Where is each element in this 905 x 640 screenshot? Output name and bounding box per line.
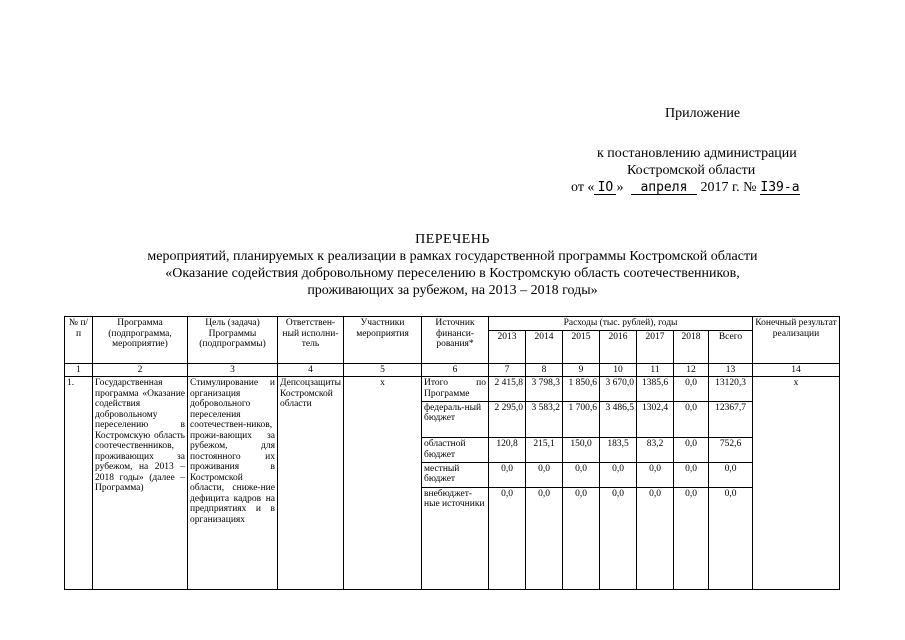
value-total: 0,0: [709, 462, 753, 487]
value-2015: 0,0: [563, 462, 600, 487]
value-2016: 0,0: [600, 487, 637, 589]
value-2016: 3 486,5: [600, 401, 637, 437]
header-goal: Цель (задача) Программы (подпрограммы): [188, 317, 278, 364]
col-number: 8: [526, 364, 563, 377]
value-2014: 0,0: [526, 462, 563, 487]
value-total: 12367,7: [709, 401, 753, 437]
row-program: Государственная программа «Оказание содействия добровольному переселению в Костромскую область соотечественников, проживающих за рубежом, на 2013 – 2018 годы» (далее – Программа): [93, 377, 188, 590]
header-year-2018: 2018: [674, 331, 709, 364]
header-result: Конечный результат реализации: [753, 317, 840, 364]
value-2017: 1385,6: [637, 377, 674, 402]
value-2013: 0,0: [489, 487, 526, 589]
header-year-2015: 2015: [563, 331, 600, 364]
value-2016: 0,0: [600, 462, 637, 487]
value-2013: 120,8: [489, 438, 526, 463]
measures-table: [64, 316, 840, 590]
value-2018: 0,0: [674, 487, 709, 589]
value-total: 13120,3: [709, 377, 753, 402]
value-2016: 183,5: [600, 438, 637, 463]
col-number: 12: [674, 364, 709, 377]
col-number: 3: [188, 364, 278, 377]
decree-number: I39-а: [760, 180, 800, 195]
value-total: 0,0: [709, 487, 753, 589]
value-2014: 0,0: [526, 487, 563, 589]
value-2018: 0,0: [674, 438, 709, 463]
row-num: 1.: [65, 377, 93, 590]
appendix-title: Приложение: [665, 106, 741, 121]
source-name: внебюджет-ные источники: [422, 487, 489, 589]
col-number: 14: [753, 364, 840, 377]
decree-line-2: Костромской области: [627, 163, 756, 178]
document-title: ПЕРЕЧЕНЬ: [415, 232, 490, 247]
value-2018: 0,0: [674, 401, 709, 437]
col-number: 2: [93, 364, 188, 377]
header-year-2017: 2017: [637, 331, 674, 364]
decree-from: от «: [571, 180, 595, 195]
header-year-2013: 2013: [489, 331, 526, 364]
value-2013: 2 295,0: [489, 401, 526, 437]
value-2016: 3 670,0: [600, 377, 637, 402]
value-2013: 2 415,8: [489, 377, 526, 402]
source-name: Итого по Программе: [422, 377, 489, 402]
value-2018: 0,0: [674, 377, 709, 402]
col-number: 5: [344, 364, 422, 377]
row-result: х: [753, 377, 840, 590]
value-2015: 0,0: [563, 487, 600, 589]
col-number: 6: [422, 364, 489, 377]
document-subtitle-3: проживающих за рубежом, на 2013 – 2018 годы»: [307, 283, 598, 298]
col-number: 7: [489, 364, 526, 377]
row-participants: х: [344, 377, 422, 590]
document-subtitle-2: «Оказание содействия добровольному переселению в Костромскую область соотечественников,: [165, 266, 740, 281]
value-2014: 215,1: [526, 438, 563, 463]
value-2015: 150,0: [563, 438, 600, 463]
value-2015: 1 850,6: [563, 377, 600, 402]
header-year-2016: 2016: [600, 331, 637, 364]
col-number: 1: [65, 364, 93, 377]
decree-day: IO: [594, 181, 616, 195]
source-name: областной бюджет: [422, 438, 489, 463]
value-2014: 3 798,3: [526, 377, 563, 402]
header-source: Источник финанси-рования*: [422, 317, 489, 364]
decree-year: 2017 г. №: [700, 180, 757, 195]
col-number: 4: [278, 364, 344, 377]
header-participants: Участники мероприятия: [344, 317, 422, 364]
header-total: Всего: [709, 331, 753, 364]
value-total: 752,6: [709, 438, 753, 463]
header-program: Программа (подпрограмма, мероприятие): [93, 317, 188, 364]
source-name: федераль-ный бюджет: [422, 401, 489, 437]
document-subtitle-1: мероприятий, планируемых к реализации в рамках государственной программы Костромской области: [147, 249, 758, 264]
value-2017: 0,0: [637, 462, 674, 487]
col-number: 13: [709, 364, 753, 377]
header-year-2014: 2014: [526, 331, 563, 364]
value-2014: 3 583,2: [526, 401, 563, 437]
value-2017: 0,0: [637, 487, 674, 589]
decree-close-quote: »: [616, 180, 624, 195]
decree-date-line: [571, 180, 800, 196]
row-responsible: Депсоцзащиты Костромской области: [278, 377, 344, 590]
col-number: 9: [563, 364, 600, 377]
value-2018: 0,0: [674, 462, 709, 487]
value-2017: 83,2: [637, 438, 674, 463]
header-responsible: Ответствен-ный исполни-тель: [278, 317, 344, 364]
value-2013: 0,0: [489, 462, 526, 487]
value-2017: 1302,4: [637, 401, 674, 437]
header-num: № п/п: [65, 317, 93, 364]
col-number: 10: [600, 364, 637, 377]
decree-line-1: к постановлению администрации: [597, 146, 797, 161]
col-number: 11: [637, 364, 674, 377]
value-2015: 1 700,6: [563, 401, 600, 437]
decree-month: апреля: [631, 181, 697, 195]
source-name: местный бюджет: [422, 462, 489, 487]
header-expenses: Расходы (тыс. рублей), годы: [489, 317, 753, 331]
row-goal: Стимулирование и организация добровольного переселения соотечествен-ников, прожи-вающих за рубежом, для постоянного их проживания в Костромской области, сниже-ние дефицита кадров на предприятиях и в организациях: [188, 377, 278, 590]
